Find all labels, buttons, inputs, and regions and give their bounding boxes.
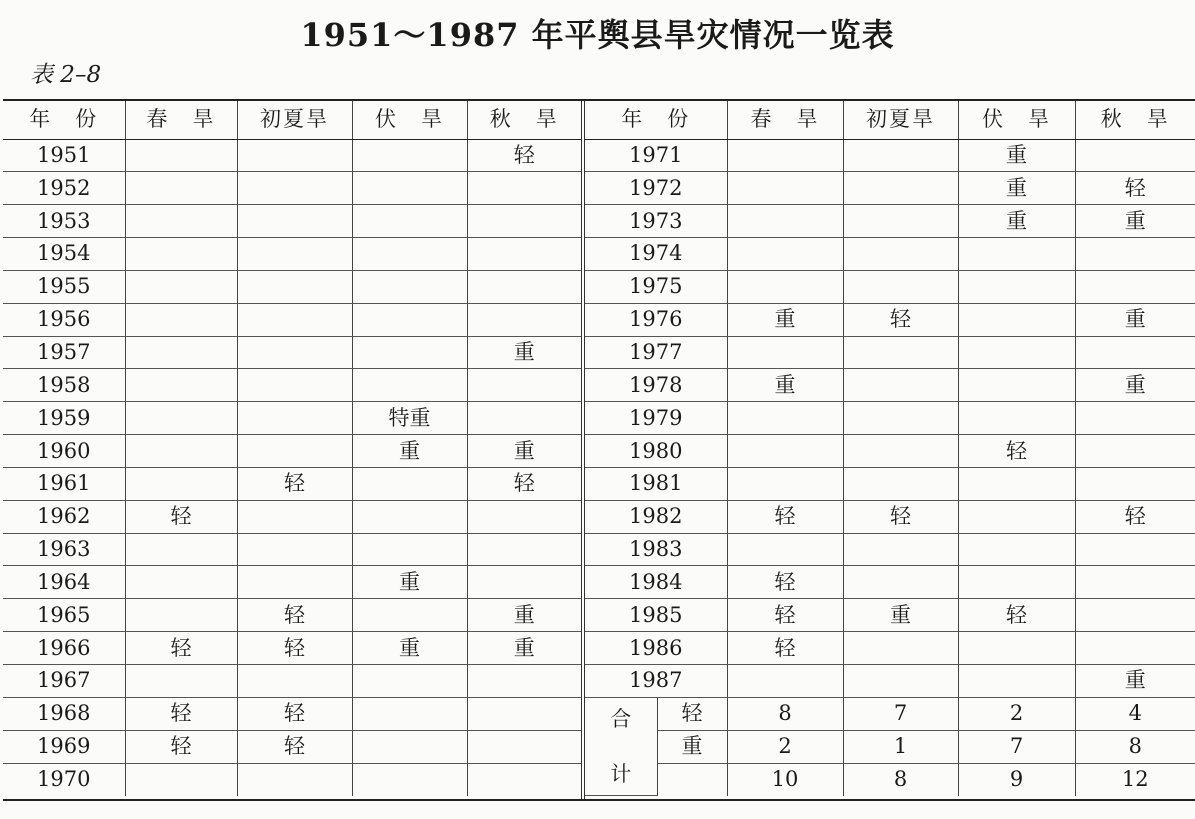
summary-spring-cell: 2 (727, 730, 843, 763)
spring-drought-cell: 轻 (125, 632, 237, 665)
table-row (3, 270, 581, 303)
dog-days-drought-cell (958, 533, 1075, 566)
spring-drought-cell (125, 336, 237, 369)
header-autumn-drought: 秋 旱 (1075, 101, 1195, 139)
spring-drought-cell (727, 467, 843, 500)
spring-drought-cell (727, 665, 843, 698)
dog-days-drought-cell: 特重 (352, 402, 467, 435)
autumn-drought-cell (1075, 632, 1195, 665)
early-summer-drought-cell (843, 205, 958, 238)
early-summer-drought-cell (843, 566, 958, 599)
summary-label-bottom: 计 (610, 761, 632, 786)
table-row (585, 402, 1195, 435)
dog-days-drought-cell: 轻 (958, 599, 1075, 632)
spring-drought-cell: 轻 (727, 566, 843, 599)
autumn-drought-cell (467, 205, 581, 238)
table-row (585, 238, 1195, 271)
spring-drought-cell (125, 238, 237, 271)
autumn-drought-cell (467, 533, 581, 566)
early-summer-drought-cell (843, 435, 958, 468)
early-summer-drought-cell (237, 139, 352, 172)
year-cell: 1974 (585, 238, 727, 271)
summary-label-top: 合 (610, 706, 632, 731)
table-row (3, 172, 581, 205)
year-cell: 1977 (585, 336, 727, 369)
autumn-drought-cell: 轻 (1075, 172, 1195, 205)
table-row (3, 467, 581, 500)
dog-days-drought-cell (352, 238, 467, 271)
spring-drought-cell (125, 533, 237, 566)
summary-spring-cell: 8 (727, 697, 843, 730)
autumn-drought-cell (1075, 599, 1195, 632)
summary-autumn-cell: 4 (1075, 697, 1195, 730)
early-summer-drought-cell: 轻 (237, 599, 352, 632)
dog-days-drought-cell (958, 632, 1075, 665)
dog-days-drought-cell (352, 533, 467, 566)
header-autumn-drought: 秋 旱 (467, 101, 581, 139)
early-summer-drought-cell (237, 665, 352, 698)
year-cell: 1959 (3, 402, 125, 435)
early-summer-drought-cell (237, 533, 352, 566)
year-cell: 1973 (585, 205, 727, 238)
year-cell: 1972 (585, 172, 727, 205)
early-summer-drought-cell: 轻 (237, 467, 352, 500)
dog-days-drought-cell (958, 270, 1075, 303)
early-summer-drought-cell (843, 139, 958, 172)
early-summer-drought-cell (237, 369, 352, 402)
spring-drought-cell (727, 238, 843, 271)
spring-drought-cell (125, 205, 237, 238)
autumn-drought-cell (1075, 336, 1195, 369)
summary-spring-cell: 10 (727, 763, 843, 796)
year-cell: 1963 (3, 533, 125, 566)
header-spring-drought: 春 旱 (125, 101, 237, 139)
spring-drought-cell (727, 533, 843, 566)
summary-row (585, 763, 1195, 796)
dog-days-drought-cell (352, 500, 467, 533)
year-cell: 1965 (3, 599, 125, 632)
early-summer-drought-cell: 轻 (843, 303, 958, 336)
table-number: 表 2–8 (30, 62, 102, 88)
spring-drought-cell (125, 467, 237, 500)
early-summer-drought-cell (237, 566, 352, 599)
header-dog-days-drought: 伏 旱 (352, 101, 467, 139)
year-cell: 1961 (3, 467, 125, 500)
autumn-drought-cell (467, 303, 581, 336)
autumn-drought-cell: 轻 (467, 139, 581, 172)
dog-days-drought-cell (352, 336, 467, 369)
table-row (585, 435, 1195, 468)
autumn-drought-cell (467, 500, 581, 533)
dog-days-drought-cell: 重 (958, 172, 1075, 205)
header-row (3, 101, 581, 139)
year-cell: 1967 (3, 665, 125, 698)
table-row (3, 533, 581, 566)
autumn-drought-cell: 重 (467, 336, 581, 369)
spring-drought-cell: 重 (727, 303, 843, 336)
table-row (3, 336, 581, 369)
year-cell: 1951 (3, 139, 125, 172)
autumn-drought-cell: 重 (467, 435, 581, 468)
spring-drought-cell (727, 172, 843, 205)
dog-days-drought-cell (352, 665, 467, 698)
year-cell: 1953 (3, 205, 125, 238)
autumn-drought-cell (467, 763, 581, 796)
autumn-drought-cell: 轻 (1075, 500, 1195, 533)
table-row (585, 270, 1195, 303)
summary-autumn-cell: 12 (1121, 767, 1149, 792)
early-summer-drought-cell: 轻 (843, 500, 958, 533)
spring-drought-cell (125, 369, 237, 402)
autumn-drought-cell (467, 172, 581, 205)
year-cell: 1979 (585, 402, 727, 435)
year-cell: 1952 (3, 172, 125, 205)
dog-days-drought-cell (352, 205, 467, 238)
summary-type-cell: 轻 (657, 697, 727, 730)
autumn-drought-cell: 重 (1075, 303, 1195, 336)
autumn-drought-cell: 重 (1075, 205, 1195, 238)
autumn-drought-cell: 重 (1075, 369, 1195, 402)
table-row (585, 632, 1195, 665)
year-cell: 1984 (585, 566, 727, 599)
drought-table (3, 99, 1195, 801)
summary-dog-days-cell: 2 (958, 697, 1075, 730)
table-row (3, 665, 581, 698)
dog-days-drought-cell (352, 270, 467, 303)
table-row (585, 172, 1195, 205)
spring-drought-cell (727, 205, 843, 238)
dog-days-drought-cell (352, 730, 467, 763)
summary-dog-days-cell: 9 (958, 763, 1075, 796)
autumn-drought-cell (467, 270, 581, 303)
autumn-drought-cell (467, 369, 581, 402)
summary-early-summer-cell: 8 (843, 763, 958, 796)
spring-drought-cell (727, 336, 843, 369)
table-row (3, 730, 581, 763)
table-row (585, 467, 1195, 500)
year-cell: 1966 (3, 632, 125, 665)
spring-drought-cell (125, 172, 237, 205)
header-early-summer-drought: 初夏旱 (843, 101, 958, 139)
year-cell: 1971 (585, 139, 727, 172)
spring-drought-cell (125, 270, 237, 303)
early-summer-drought-cell (843, 665, 958, 698)
early-summer-drought-cell: 重 (843, 599, 958, 632)
early-summer-drought-cell (843, 632, 958, 665)
spring-drought-cell (727, 139, 843, 172)
dog-days-drought-cell (352, 467, 467, 500)
early-summer-drought-cell (237, 303, 352, 336)
dog-days-drought-cell (352, 139, 467, 172)
year-cell: 1985 (585, 599, 727, 632)
table-row (585, 303, 1195, 336)
early-summer-drought-cell (843, 467, 958, 500)
year-cell: 1970 (3, 763, 125, 796)
table-row (3, 205, 581, 238)
summary-row (585, 697, 1195, 730)
spring-drought-cell: 轻 (125, 697, 237, 730)
table-row (3, 566, 581, 599)
autumn-drought-cell (1075, 238, 1195, 271)
summary-label (585, 697, 657, 796)
early-summer-drought-cell (843, 402, 958, 435)
dog-days-drought-cell: 重 (958, 139, 1075, 172)
early-summer-drought-cell (843, 336, 958, 369)
table-row (3, 697, 581, 730)
spring-drought-cell: 轻 (125, 500, 237, 533)
year-cell: 1955 (3, 270, 125, 303)
table-row (3, 303, 581, 336)
autumn-drought-cell (467, 730, 581, 763)
table-row (3, 139, 581, 172)
early-summer-drought-cell (237, 205, 352, 238)
spring-drought-cell: 重 (727, 369, 843, 402)
table-row (3, 599, 581, 632)
autumn-drought-cell (1075, 566, 1195, 599)
year-cell: 1981 (585, 467, 727, 500)
dog-days-drought-cell: 重 (958, 205, 1075, 238)
autumn-drought-cell: 轻 (467, 467, 581, 500)
early-summer-drought-cell (843, 172, 958, 205)
table-row (585, 500, 1195, 533)
dog-days-drought-cell (352, 697, 467, 730)
summary-autumn-cell: 8 (1075, 730, 1195, 763)
spring-drought-cell (727, 270, 843, 303)
early-summer-drought-cell (237, 402, 352, 435)
year-cell: 1980 (585, 435, 727, 468)
year-cell: 1962 (3, 500, 125, 533)
header-row (585, 101, 1195, 139)
year-cell: 1983 (585, 533, 727, 566)
dog-days-drought-cell (958, 500, 1075, 533)
autumn-drought-cell (1075, 270, 1195, 303)
table-row (585, 139, 1195, 172)
header-early-summer-drought: 初夏旱 (237, 101, 352, 139)
early-summer-drought-cell: 轻 (237, 730, 352, 763)
table-row (3, 632, 581, 665)
year-cell: 1957 (3, 336, 125, 369)
early-summer-drought-cell (843, 369, 958, 402)
spring-drought-cell (125, 763, 237, 796)
header-spring-drought: 春 旱 (727, 101, 843, 139)
spring-drought-cell: 轻 (125, 730, 237, 763)
early-summer-drought-cell: 轻 (237, 697, 352, 730)
spring-drought-cell (125, 303, 237, 336)
dog-days-drought-cell (958, 402, 1075, 435)
autumn-drought-cell (1075, 435, 1195, 468)
autumn-drought-cell: 重 (467, 632, 581, 665)
table-row (3, 435, 581, 468)
year-cell: 1986 (585, 632, 727, 665)
table-row (585, 599, 1195, 632)
autumn-drought-cell (1075, 533, 1195, 566)
dog-days-drought-cell: 重 (352, 566, 467, 599)
table-row (3, 369, 581, 402)
autumn-drought-cell (1075, 467, 1195, 500)
autumn-drought-cell (1075, 402, 1195, 435)
spring-drought-cell: 轻 (727, 632, 843, 665)
dog-days-drought-cell (352, 303, 467, 336)
autumn-drought-cell (467, 697, 581, 730)
dog-days-drought-cell: 重 (352, 435, 467, 468)
header-year: 年 份 (585, 101, 727, 139)
dog-days-drought-cell (352, 369, 467, 402)
early-summer-drought-cell (237, 500, 352, 533)
early-summer-drought-cell (237, 238, 352, 271)
year-cell: 1969 (3, 730, 125, 763)
early-summer-drought-cell (237, 270, 352, 303)
left-table (3, 101, 581, 796)
header-dog-days-drought: 伏 旱 (958, 101, 1075, 139)
year-cell: 1968 (3, 697, 125, 730)
table-row (3, 238, 581, 271)
autumn-drought-cell: 重 (467, 599, 581, 632)
dog-days-drought-cell (958, 467, 1075, 500)
table-row (585, 665, 1195, 698)
early-summer-drought-cell (843, 270, 958, 303)
autumn-drought-cell (467, 665, 581, 698)
spring-drought-cell (125, 599, 237, 632)
autumn-drought-cell: 重 (1075, 665, 1195, 698)
early-summer-drought-cell (843, 533, 958, 566)
dog-days-drought-cell (958, 566, 1075, 599)
autumn-drought-cell (467, 238, 581, 271)
summary-type-cell (657, 763, 727, 796)
year-cell: 1954 (3, 238, 125, 271)
dog-days-drought-cell: 轻 (958, 435, 1075, 468)
table-row (585, 566, 1195, 599)
spring-drought-cell (125, 435, 237, 468)
early-summer-drought-cell (843, 238, 958, 271)
table-row (585, 205, 1195, 238)
year-cell: 1976 (585, 303, 727, 336)
early-summer-drought-cell (237, 763, 352, 796)
right-table (585, 101, 1195, 796)
dog-days-drought-cell (352, 763, 467, 796)
year-cell: 1987 (585, 665, 727, 698)
dog-days-drought-cell: 重 (352, 632, 467, 665)
spring-drought-cell (125, 139, 237, 172)
early-summer-drought-cell (237, 435, 352, 468)
page-title: 1951～1987 年平舆县旱灾情况一览表 (300, 16, 895, 54)
dog-days-drought-cell (352, 172, 467, 205)
table-row (585, 336, 1195, 369)
autumn-drought-cell (467, 566, 581, 599)
spring-drought-cell: 轻 (727, 500, 843, 533)
summary-type-cell: 重 (657, 730, 727, 763)
summary-early-summer-cell: 1 (843, 730, 958, 763)
spring-drought-cell: 轻 (727, 599, 843, 632)
summary-row (585, 730, 1195, 763)
year-cell: 1956 (3, 303, 125, 336)
year-cell: 1975 (585, 270, 727, 303)
table-row (3, 763, 581, 796)
early-summer-drought-cell: 轻 (237, 632, 352, 665)
spring-drought-cell (125, 665, 237, 698)
dog-days-drought-cell (958, 336, 1075, 369)
year-cell: 1960 (3, 435, 125, 468)
autumn-drought-cell (1075, 139, 1195, 172)
dog-days-drought-cell (958, 369, 1075, 402)
table-row (585, 533, 1195, 566)
dog-days-drought-cell (958, 665, 1075, 698)
dog-days-drought-cell (352, 599, 467, 632)
table-row (3, 500, 581, 533)
table-row (585, 369, 1195, 402)
spring-drought-cell (727, 435, 843, 468)
year-cell: 1964 (3, 566, 125, 599)
summary-early-summer-cell: 7 (843, 697, 958, 730)
spring-drought-cell (727, 402, 843, 435)
spring-drought-cell (125, 402, 237, 435)
header-year: 年 份 (3, 101, 125, 139)
spring-drought-cell (125, 566, 237, 599)
summary-dog-days-cell: 7 (958, 730, 1075, 763)
early-summer-drought-cell (237, 172, 352, 205)
year-cell: 1958 (3, 369, 125, 402)
year-cell: 1982 (585, 500, 727, 533)
year-cell: 1978 (585, 369, 727, 402)
dog-days-drought-cell (958, 238, 1075, 271)
autumn-drought-cell (467, 402, 581, 435)
dog-days-drought-cell (958, 303, 1075, 336)
table-row (3, 402, 581, 435)
early-summer-drought-cell (237, 336, 352, 369)
